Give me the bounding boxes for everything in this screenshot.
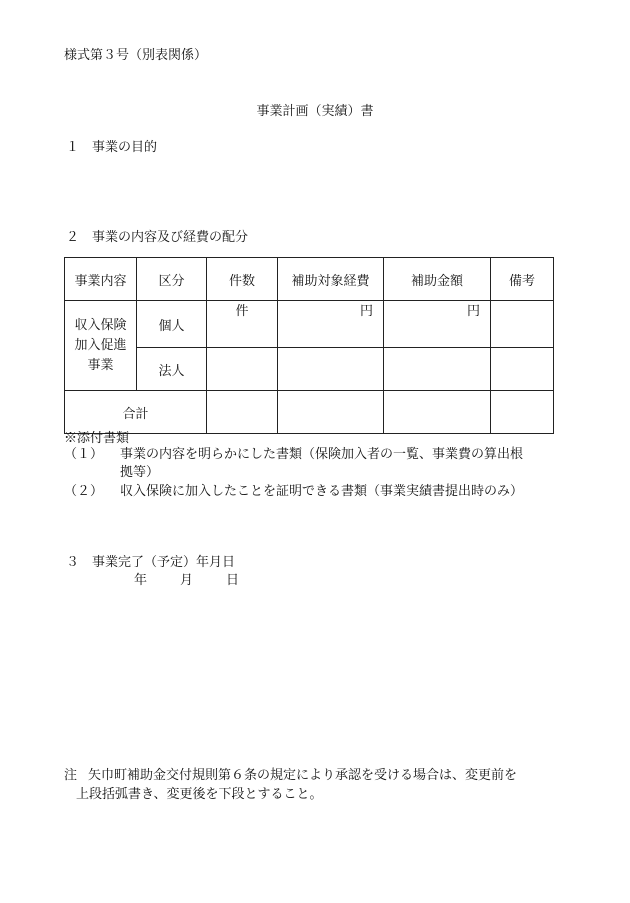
date-day: 日	[226, 573, 240, 588]
expense-cell: 円	[278, 301, 384, 348]
header-cell: 補助対象経費	[278, 258, 384, 301]
subsidy-cell	[384, 348, 491, 391]
date-month: 月	[180, 573, 194, 588]
form-number: 様式第３号（別表関係）	[64, 48, 208, 63]
section-number: ２	[66, 230, 80, 245]
subsidy-cell: 円	[384, 301, 491, 348]
attachment-text: 収入保険に加入したことを証明できる書類（事業実績書提出時のみ）	[120, 484, 524, 499]
section-content	[66, 230, 248, 246]
table-header-row	[65, 258, 554, 301]
header-cell: 区分	[137, 258, 207, 301]
table-row	[65, 348, 554, 391]
header-cell: 備考	[491, 258, 554, 301]
header-cell: 件数	[207, 258, 278, 301]
remarks-cell	[491, 348, 554, 391]
subsidy-cell	[384, 391, 491, 434]
attachment-continuation: 拠等）	[120, 465, 160, 480]
attachment-text: 事業の内容を明らかにした書類（保険加入者の一覧、事業費の算出根	[120, 447, 524, 462]
date-year: 年	[134, 573, 148, 588]
category-line: 加入促進	[74, 337, 127, 353]
header-cell: 補助金額	[384, 258, 491, 301]
document-title: 事業計画（実績）書	[256, 104, 374, 119]
note-text: 矢巾町補助金交付規則第６条の規定により承認を受ける場合は、変更前を	[88, 768, 518, 783]
count-cell: 件	[207, 301, 278, 348]
attachment-item	[64, 484, 523, 500]
count-cell	[207, 348, 278, 391]
total-label: 合計	[65, 391, 207, 434]
section-heading: 事業の内容及び経費の配分	[92, 230, 249, 245]
header-cell: 事業内容	[65, 258, 137, 301]
attachment-label: （２）	[64, 484, 104, 499]
category-line: 収入保険	[74, 317, 127, 333]
expense-cell	[278, 348, 384, 391]
attachment-item	[64, 447, 523, 463]
category-cell	[65, 301, 137, 391]
attachments-heading: ※添付書類	[64, 431, 130, 446]
section-number: ３	[66, 555, 80, 570]
expense-cell	[278, 391, 384, 434]
note-continuation: 上段括弧書き、変更後を下段とすること。	[76, 787, 323, 802]
section-purpose	[66, 140, 157, 156]
note	[64, 768, 517, 784]
note-label: 注	[64, 768, 78, 783]
section-heading: 事業完了（予定）年月日	[92, 555, 236, 570]
section-number: １	[66, 140, 80, 155]
division-cell: 法人	[137, 348, 207, 391]
remarks-cell	[491, 301, 554, 348]
count-cell	[207, 391, 278, 434]
attachment-label: （１）	[64, 447, 104, 462]
section-heading: 事業の目的	[92, 140, 158, 155]
table-row	[65, 301, 554, 348]
remarks-cell	[491, 391, 554, 434]
total-row	[65, 391, 554, 434]
budget-table	[64, 257, 554, 434]
section-completion-date	[66, 555, 235, 571]
division-cell: 個人	[137, 301, 207, 348]
date-line	[134, 573, 239, 589]
category-line: 事業	[87, 357, 114, 373]
